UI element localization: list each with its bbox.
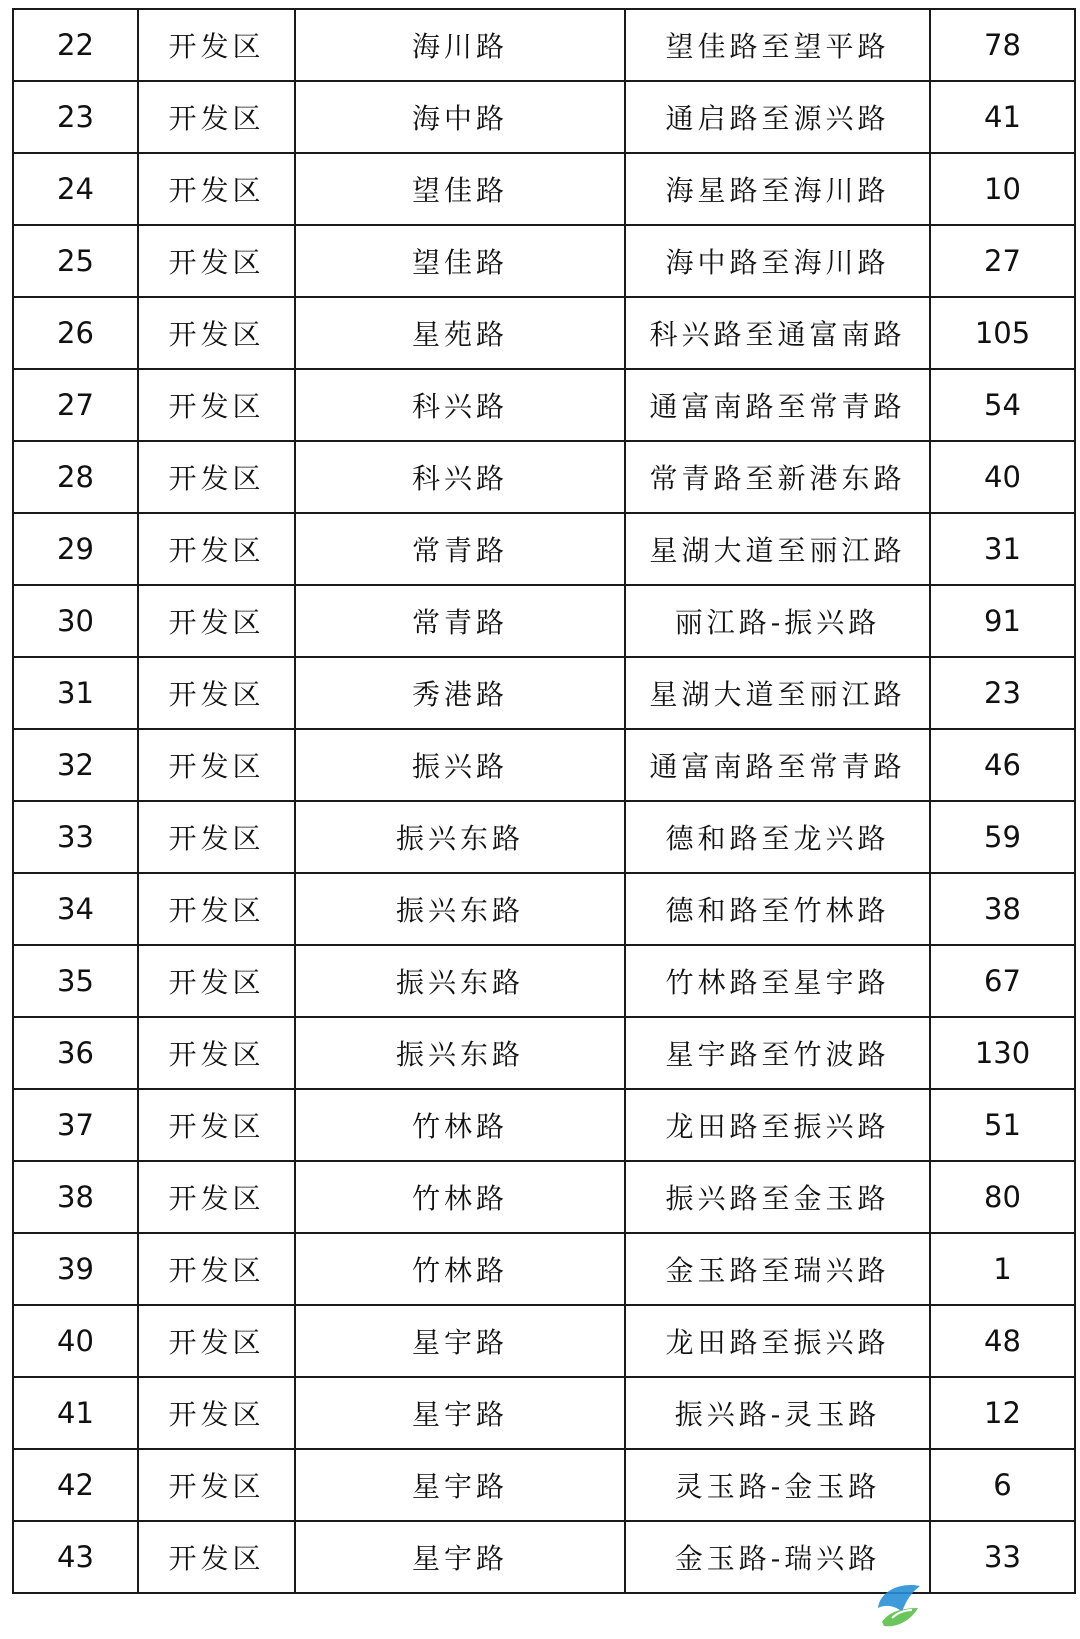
row-road: 科兴路 — [295, 369, 625, 441]
row-road: 秀港路 — [295, 657, 625, 729]
row-segment: 常青路至新港东路 — [625, 441, 930, 513]
row-length: 59 — [930, 801, 1075, 873]
row-number: 24 — [13, 153, 138, 225]
row-road: 常青路 — [295, 585, 625, 657]
row-length: 54 — [930, 369, 1075, 441]
row-area: 开发区 — [138, 1017, 295, 1089]
road-table — [12, 8, 1076, 1594]
row-segment: 金玉路至瑞兴路 — [625, 1233, 930, 1305]
row-length: 12 — [930, 1377, 1075, 1449]
row-number: 22 — [13, 9, 138, 81]
row-area: 开发区 — [138, 729, 295, 801]
row-area: 开发区 — [138, 1161, 295, 1233]
row-area: 开发区 — [138, 657, 295, 729]
table-row — [13, 297, 1075, 369]
row-segment: 丽江路-振兴路 — [625, 585, 930, 657]
row-number: 38 — [13, 1161, 138, 1233]
table-row — [13, 9, 1075, 81]
row-length: 41 — [930, 81, 1075, 153]
row-segment: 龙田路至振兴路 — [625, 1089, 930, 1161]
row-road: 星宇路 — [295, 1305, 625, 1377]
table-row — [13, 1377, 1075, 1449]
row-area: 开发区 — [138, 441, 295, 513]
table-row — [13, 1089, 1075, 1161]
row-length: 48 — [930, 1305, 1075, 1377]
row-length: 33 — [930, 1521, 1075, 1593]
row-road: 科兴路 — [295, 441, 625, 513]
table-row — [13, 801, 1075, 873]
road-table-body — [13, 9, 1075, 1593]
row-segment: 望佳路至望平路 — [625, 9, 930, 81]
row-road: 望佳路 — [295, 153, 625, 225]
table-row — [13, 225, 1075, 297]
row-number: 36 — [13, 1017, 138, 1089]
row-segment: 振兴路至金玉路 — [625, 1161, 930, 1233]
row-road: 振兴路 — [295, 729, 625, 801]
row-area: 开发区 — [138, 225, 295, 297]
row-area: 开发区 — [138, 1521, 295, 1593]
row-number: 30 — [13, 585, 138, 657]
row-number: 25 — [13, 225, 138, 297]
table-row — [13, 513, 1075, 585]
row-area: 开发区 — [138, 1233, 295, 1305]
row-area: 开发区 — [138, 369, 295, 441]
row-segment: 通启路至源兴路 — [625, 81, 930, 153]
row-road: 星宇路 — [295, 1449, 625, 1521]
row-number: 37 — [13, 1089, 138, 1161]
table-row — [13, 153, 1075, 225]
row-segment: 德和路至竹林路 — [625, 873, 930, 945]
table-row — [13, 1017, 1075, 1089]
row-number: 42 — [13, 1449, 138, 1521]
row-area: 开发区 — [138, 297, 295, 369]
row-number: 33 — [13, 801, 138, 873]
row-number: 40 — [13, 1305, 138, 1377]
row-segment: 通富南路至常青路 — [625, 729, 930, 801]
row-area: 开发区 — [138, 585, 295, 657]
table-row — [13, 1449, 1075, 1521]
row-area: 开发区 — [138, 1089, 295, 1161]
row-road: 振兴东路 — [295, 945, 625, 1017]
row-segment: 竹林路至星宇路 — [625, 945, 930, 1017]
row-length: 78 — [930, 9, 1075, 81]
row-area: 开发区 — [138, 513, 295, 585]
row-length: 38 — [930, 873, 1075, 945]
row-area: 开发区 — [138, 1449, 295, 1521]
row-length: 67 — [930, 945, 1075, 1017]
row-segment: 金玉路-瑞兴路 — [625, 1521, 930, 1593]
row-segment: 龙田路至振兴路 — [625, 1305, 930, 1377]
row-road: 竹林路 — [295, 1233, 625, 1305]
row-segment: 海星路至海川路 — [625, 153, 930, 225]
row-area: 开发区 — [138, 801, 295, 873]
row-length: 27 — [930, 225, 1075, 297]
row-segment: 振兴路-灵玉路 — [625, 1377, 930, 1449]
row-number: 23 — [13, 81, 138, 153]
row-road: 振兴东路 — [295, 1017, 625, 1089]
row-length: 31 — [930, 513, 1075, 585]
row-segment: 星宇路至竹波路 — [625, 1017, 930, 1089]
table-row — [13, 369, 1075, 441]
table-row — [13, 81, 1075, 153]
row-number: 41 — [13, 1377, 138, 1449]
row-area: 开发区 — [138, 153, 295, 225]
table-row — [13, 729, 1075, 801]
row-road: 竹林路 — [295, 1089, 625, 1161]
leaf-logo-icon — [872, 1578, 926, 1632]
row-number: 27 — [13, 369, 138, 441]
table-row — [13, 1233, 1075, 1305]
row-road: 星宇路 — [295, 1521, 625, 1593]
row-road: 星宇路 — [295, 1377, 625, 1449]
row-number: 31 — [13, 657, 138, 729]
row-number: 32 — [13, 729, 138, 801]
row-segment: 科兴路至通富南路 — [625, 297, 930, 369]
row-number: 29 — [13, 513, 138, 585]
row-length: 1 — [930, 1233, 1075, 1305]
row-length: 23 — [930, 657, 1075, 729]
row-segment: 灵玉路-金玉路 — [625, 1449, 930, 1521]
row-number: 43 — [13, 1521, 138, 1593]
row-length: 130 — [930, 1017, 1075, 1089]
row-road: 海中路 — [295, 81, 625, 153]
row-length: 91 — [930, 585, 1075, 657]
row-length: 51 — [930, 1089, 1075, 1161]
row-area: 开发区 — [138, 81, 295, 153]
table-row — [13, 657, 1075, 729]
row-length: 40 — [930, 441, 1075, 513]
row-area: 开发区 — [138, 873, 295, 945]
table-row — [13, 1161, 1075, 1233]
row-road: 振兴东路 — [295, 801, 625, 873]
row-number: 39 — [13, 1233, 138, 1305]
table-row — [13, 873, 1075, 945]
row-segment: 海中路至海川路 — [625, 225, 930, 297]
row-segment: 通富南路至常青路 — [625, 369, 930, 441]
row-length: 46 — [930, 729, 1075, 801]
row-length: 105 — [930, 297, 1075, 369]
table-row — [13, 1305, 1075, 1377]
row-segment: 星湖大道至丽江路 — [625, 513, 930, 585]
row-length: 80 — [930, 1161, 1075, 1233]
row-road: 常青路 — [295, 513, 625, 585]
row-road: 海川路 — [295, 9, 625, 81]
row-road: 竹林路 — [295, 1161, 625, 1233]
row-number: 35 — [13, 945, 138, 1017]
row-length: 6 — [930, 1449, 1075, 1521]
table-row — [13, 585, 1075, 657]
row-road: 振兴东路 — [295, 873, 625, 945]
row-road: 星苑路 — [295, 297, 625, 369]
row-area: 开发区 — [138, 1377, 295, 1449]
table-row — [13, 441, 1075, 513]
table-row — [13, 945, 1075, 1017]
row-length: 10 — [930, 153, 1075, 225]
row-area: 开发区 — [138, 9, 295, 81]
row-segment: 星湖大道至丽江路 — [625, 657, 930, 729]
row-number: 28 — [13, 441, 138, 513]
row-area: 开发区 — [138, 945, 295, 1017]
row-area: 开发区 — [138, 1305, 295, 1377]
row-segment: 德和路至龙兴路 — [625, 801, 930, 873]
row-number: 26 — [13, 297, 138, 369]
row-number: 34 — [13, 873, 138, 945]
row-road: 望佳路 — [295, 225, 625, 297]
